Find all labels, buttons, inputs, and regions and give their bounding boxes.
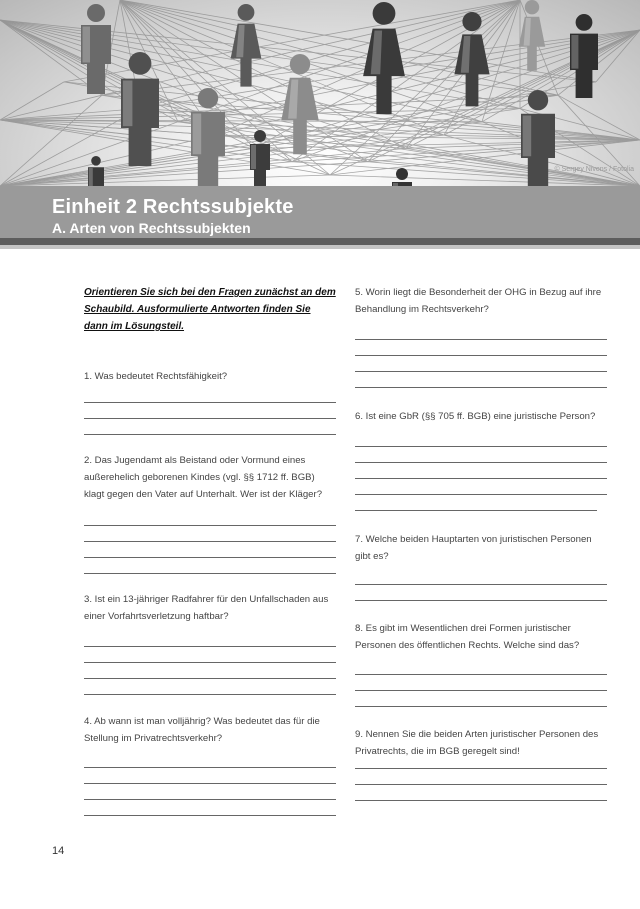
question-3: 3. Ist ein 13-jähriger Radfahrer für den Unfallschaden aus einer Vorfahrtsverletzung haftbar? [84, 594, 329, 622]
question-2: 2. Das Jugendamt als Beistand oder Vormund eines außerehelich geborenen Kindes (vgl. §§ 1712 ff. BGB) klagt gegen den Vater auf Unterhalt. Wer ist der Kläger? [84, 455, 323, 500]
network-line [120, 0, 406, 148]
answer-line[interactable] [84, 434, 336, 435]
question-6: 6. Ist eine GbR (§§ 705 ff. BGB) eine juristische Person? [355, 411, 596, 422]
answer-line[interactable] [84, 646, 336, 647]
network-line [102, 0, 520, 95]
answer-line[interactable] [355, 768, 607, 769]
answer-line[interactable] [355, 339, 607, 340]
answer-lines-6 [355, 446, 607, 511]
right-column [355, 284, 607, 801]
answer-line[interactable] [355, 371, 607, 372]
question-7: 7. Welche beiden Hauptarten von juristischen Personen gibt es? [355, 534, 592, 562]
answer-line[interactable] [84, 525, 336, 526]
answer-lines-7 [355, 584, 607, 601]
network-line [0, 20, 140, 109]
answer-line[interactable] [355, 706, 607, 707]
answer-lines-5 [355, 339, 607, 388]
unit-title: Einheit 2 Rechtssubjekte [52, 196, 294, 218]
answer-line[interactable] [84, 557, 336, 558]
answer-line[interactable] [84, 783, 336, 784]
left-column [84, 284, 336, 816]
network-line [0, 95, 558, 186]
answer-line[interactable] [355, 478, 607, 479]
answer-line[interactable] [84, 418, 336, 419]
answer-line[interactable] [84, 678, 336, 679]
answer-lines-8 [355, 674, 607, 707]
answer-line[interactable] [84, 541, 336, 542]
page-number: 14 [52, 845, 65, 857]
answer-line[interactable] [355, 494, 607, 495]
network-line [0, 162, 368, 186]
answer-lines-9 [355, 768, 607, 801]
header-image [0, 0, 640, 186]
title-divider-light [0, 245, 640, 249]
question-8: 8. Es gibt im Wesentlichen drei Formen juristischer Personen des öffentlichen Rechts. Welche sind das? [355, 623, 580, 651]
answer-line[interactable] [355, 387, 607, 388]
answer-line[interactable] [84, 799, 336, 800]
network-line [330, 0, 520, 175]
man-figure-icon [88, 156, 104, 186]
network-line [0, 95, 102, 186]
answer-line[interactable] [355, 784, 607, 785]
network-line [0, 135, 216, 186]
answer-line[interactable] [84, 694, 336, 695]
answer-lines-3 [84, 646, 336, 695]
answer-line[interactable] [84, 815, 336, 816]
question-1: 1. Was bedeutet Rechtsfähigkeit? [84, 371, 228, 382]
answer-line[interactable] [355, 462, 607, 463]
answer-lines-2 [84, 525, 336, 574]
answer-line[interactable] [84, 573, 336, 574]
answer-line[interactable] [355, 600, 607, 601]
title-divider [0, 238, 640, 245]
answer-line[interactable] [84, 402, 336, 403]
question-4: 4. Ab wann ist man volljährig? Was bedeutet das für die Stellung im Privatrechtsverkehr? [84, 716, 320, 744]
answer-line[interactable] [355, 674, 607, 675]
answer-line[interactable] [355, 446, 607, 447]
image-credit: © Sergey Nivens / Fotolia [554, 166, 634, 173]
answer-line[interactable] [84, 767, 336, 768]
question-5: 5. Worin liegt die Besonderheit der OHG in Bezug auf ihre Behandlung im Rechtsverkehr? [355, 287, 602, 315]
answer-lines-4 [84, 767, 336, 816]
network-line [0, 82, 64, 120]
answer-line[interactable] [84, 662, 336, 663]
section-title: A. Arten von Rechtssubjekten [52, 220, 251, 236]
answer-line[interactable] [355, 355, 607, 356]
answer-lines-1 [84, 402, 336, 435]
people-network-illustration [0, 0, 640, 186]
question-9: 9. Nennen Sie die beiden Arten juristischer Personen des Privatrechts, die im BGB geregelt sind! [355, 729, 599, 757]
answer-line[interactable] [355, 510, 597, 511]
intro-instructions: Orientieren Sie sich bei den Fragen zunächst an dem Schaubild. Ausformulierte Antworten finden Sie dann im Lösungsteil. [84, 287, 336, 332]
answer-line[interactable] [355, 690, 607, 691]
answer-line[interactable] [355, 584, 607, 585]
answer-line[interactable] [355, 800, 607, 801]
